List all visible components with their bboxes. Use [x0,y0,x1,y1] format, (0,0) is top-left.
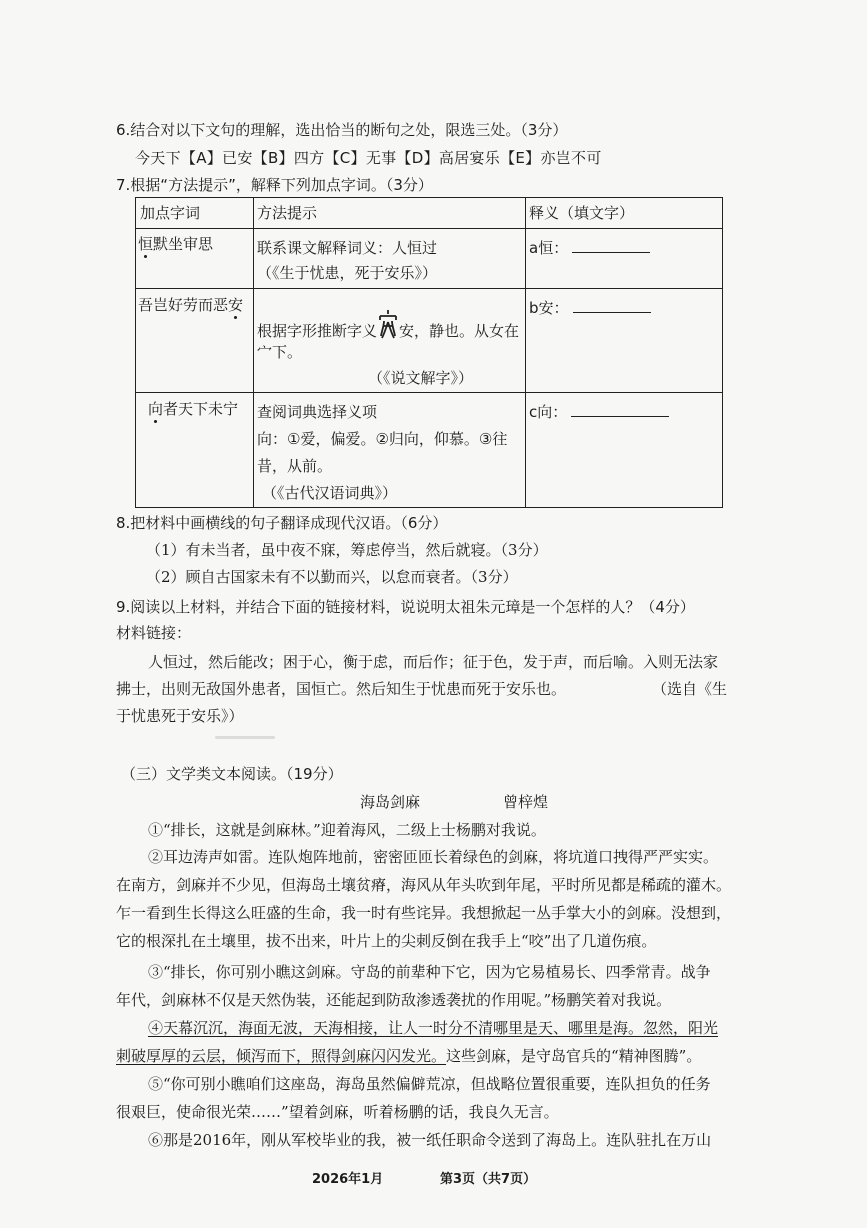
question-7-title: 7.根据“方法提示”，解释下列加点字词。（3分） [116,176,433,194]
footer-date: 2026年1月 [312,1172,384,1187]
paragraph-3-line-1: ③“排长，你可别小瞧这剑麻。守岛的前辈种下它，因为它易植易长、四季常青。战争 [148,963,711,981]
paragraph-5-line-1: ⑤“你可别小瞧咱们这座岛，海岛虽然偏僻荒凉，但战略位置很重要，连队担负的任务 [148,1075,711,1093]
table-row-1-answer: a恒： [529,235,650,261]
table-row-3-word: 向者天下未宁 [148,400,239,418]
table-row-2-hint-line2: 宀下。 [257,343,303,361]
table-row-2-word: 吾岂好劳而恶安 [138,296,244,314]
question-9-title: 9.阅读以上材料，并结合下面的链接材料，说说明太祖朱元璋是一个怎样的人？（4分） [116,598,695,616]
answer-blank-a[interactable] [572,239,650,253]
answer-blank-b[interactable] [573,299,651,313]
question-6-title: 6.结合对以下文句的理解，选出恰当的断句之处，限选三处。（3分） [116,121,568,139]
seal-script-an-icon [377,314,399,344]
method-hint-table [135,197,723,508]
question-8-title: 8.把材料中画横线的句子翻译成现代汉语。（6分） [116,514,448,532]
table-row-1-hint-source: （《生于忧患，死于安乐》） [257,264,438,282]
table-row-2-answer: b安： [529,295,651,321]
material-link-label: 材料链接： [116,624,192,642]
section-3-title: （三）文学类文本阅读。（19分） [121,765,343,783]
paragraph-4-line-1-underlined: ④天幕沉沉，海面无波，天海相接，让人一时分不清哪里是天、哪里是海。忽然，阳光 [148,1019,719,1037]
table-row-3-hint-line1: 查阅词典选择义项 [257,403,378,421]
scan-smudge [215,736,275,739]
material-link-line-1: 人恒过，然后能改；困于心，衡于虑，而后作；征于色，发于声，而后喻。入则无法家 [148,653,719,671]
paragraph-2-line-2: 在南方，剑麻并不少见，但海岛土壤贫瘠，海风从年头吹到年尾，平时所见都是稀疏的灌木。 [116,876,732,894]
answer-blank-c[interactable] [571,403,669,417]
table-row-1-hint-line1: 联系课文解释词义：人恒过 [257,239,438,257]
paragraph-3-line-2: 年代，剑麻林不仅是天然伪装，还能起到防敌渗透袭扰的作用呢。”杨鹏笑着对我说。 [116,991,672,1009]
table-row-3-answer: c向： [529,399,669,425]
material-link-line-2: 拂士，出则无敌国外患者，国恒亡。然后知生于忧患而死于安乐也。 [116,680,567,698]
question-8-item-1: （1）有未当者，虽中夜不寐，筹虑停当，然后就寝。（3分） [146,541,548,559]
paragraph-4-underlined-part: 刺破厚厚的云层，倾泻而下，照得剑麻闪闪发光。 [116,1047,447,1065]
article-author: 曾梓煌 [503,793,549,811]
paragraph-5-line-2: 很艰巨，使命很光荣……”望着剑麻，听着杨鹏的话，我良久无言。 [116,1103,559,1121]
paragraph-4-line-2: 刺破厚厚的云层，倾泻而下，照得剑麻闪闪发光。这些剑麻，是守岛官兵的“精神图腾”。 [116,1047,702,1065]
question-8-item-2: （2）顾自古国家未有不以勤而兴，以怠而衰者。（3分） [146,568,518,586]
paragraph-6-line-1: ⑥那是2016年，刚从军校毕业的我，被一纸任职命令送到了海岛上。连队驻扎在万山 [148,1131,712,1149]
table-header-meaning: 释义（填文字） [529,204,635,222]
paragraph-2-line-4: 它的根深扎在土壤里，拔不出来，叶片上的尖刺反倒在我手上“咬”出了几道伤痕。 [116,932,657,950]
table-row-2-hint-line1: 根据字形推断字义 安，静也。从女在 [257,314,519,344]
table-header-word: 加点字词 [140,204,201,222]
table-row-3-hint-line2: 向：①爱，偏爱。②归向，仰慕。③往 [257,430,508,448]
table-row-2-hint-source: （《说文解字》） [368,369,474,387]
table-row-3-hint-source: （《古代汉语词典》） [262,484,398,502]
question-6-sentence: 今天下【A】已安【B】四方【C】无事【D】高居宴乐【E】亦岂不可 [135,149,602,167]
table-row-1-word: 恒默坐审思 [138,235,214,253]
material-link-line-3: 于忧患死于安乐》） [116,707,244,725]
article-title: 海岛剑麻 [360,793,421,811]
paragraph-1: ①“排长，这就是剑麻林。”迎着海风，二级上士杨鹏对我说。 [148,821,546,839]
table-header-method: 方法提示 [257,204,318,222]
paragraph-2-line-3: 乍一看到生长得这么旺盛的生命，我一时有些诧异。我想掀起一丛手掌大小的剑麻。没想到， [116,904,732,922]
paragraph-2-line-1: ②耳边涛声如雷。连队炮阵地前，密密匝匝长着绿色的剑麻，将坑道口拽得严严实实。 [148,848,719,866]
material-link-source-start: （选自《生 [652,680,728,698]
table-row-3-hint-line3: 昔，从前。 [257,457,333,475]
footer-page-number: 第3页（共7页） [440,1172,537,1187]
